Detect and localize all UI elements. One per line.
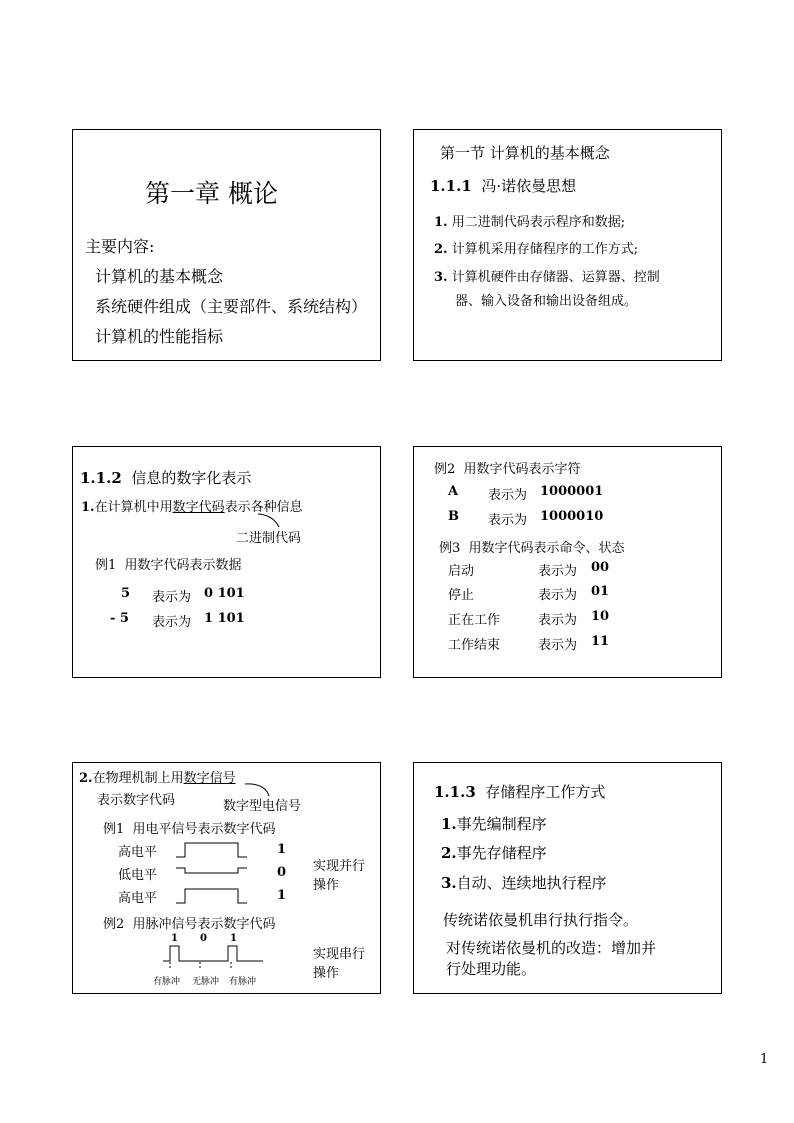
pulse-label: 无脉冲	[192, 977, 220, 987]
example-number: 例2	[434, 462, 456, 477]
serial-note-line1: 实现串行	[313, 947, 366, 962]
step-number: 3.	[441, 874, 457, 892]
note-parallel-improvement-line1: 对传统诺依曼机的改造：增加并	[446, 939, 657, 957]
step-number: 2.	[441, 844, 457, 862]
contents-heading: 主要内容:	[85, 237, 155, 256]
subsection-number: 1.1.2	[80, 469, 122, 487]
example-text: 用电平信号表示数字代码	[132, 822, 276, 837]
state-name: 工作结束	[448, 638, 501, 653]
point-2	[434, 238, 638, 257]
point-text: 用二进制代码表示程序和数据;	[451, 215, 626, 230]
represent-label: 表示为	[538, 564, 578, 579]
subsection-number: 1.1.3	[434, 783, 476, 801]
state-name: 正在工作	[448, 613, 501, 628]
pulse-bit: 1	[230, 933, 237, 944]
slide-digital-representation	[72, 446, 381, 678]
point-text-highlight: 数字代码	[172, 500, 225, 515]
level-bit: 1	[277, 888, 287, 903]
example-number: 例1	[95, 558, 117, 573]
pulse-bit: 1	[171, 933, 178, 944]
slide-von-neumann	[413, 129, 722, 361]
pulse-label: 有脉冲	[229, 977, 257, 987]
annotation-binary-code: 二进制代码	[236, 531, 302, 546]
code-b: 1000010	[540, 509, 604, 524]
code-positive: 0 101	[204, 586, 245, 601]
chapter-title: 第一章 概论	[145, 179, 278, 208]
step-text: 自动、连续地执行程序	[456, 874, 607, 892]
point-number: 2.	[434, 242, 448, 257]
char-a: A	[448, 484, 459, 499]
state-code: 10	[591, 609, 610, 624]
subsection-title	[434, 781, 605, 802]
example-number: 例3	[439, 541, 461, 556]
parallel-note-line2: 操作	[313, 878, 340, 893]
point-2-continued: 表示数字代码	[97, 793, 176, 808]
point-text-pre: 在物理机制上用	[92, 771, 184, 786]
represent-label: 表示为	[488, 488, 528, 503]
point-number: 1.	[434, 215, 448, 230]
example-1-heading	[95, 554, 242, 573]
code-a: 1000001	[540, 484, 604, 499]
state-name: 停止	[448, 588, 475, 603]
char-b: B	[448, 509, 459, 524]
code-negative: 1 101	[204, 611, 245, 626]
value-positive: 5	[121, 586, 131, 601]
example-text: 用脉冲信号表示数字代码	[132, 917, 276, 932]
represent-label: 表示为	[152, 590, 192, 605]
contents-item-1: 计算机的基本概念	[95, 267, 224, 286]
example-number: 例2	[103, 917, 125, 932]
example-text: 用数字代码表示命令、状态	[468, 541, 625, 556]
level-label: 低电平	[118, 868, 158, 883]
state-code: 11	[591, 634, 610, 649]
slide-stored-program	[413, 762, 722, 994]
pulse-bit: 0	[200, 933, 207, 944]
point-text-pre: 在计算机中用	[94, 500, 173, 515]
point-number: 2.	[79, 771, 93, 786]
note-serial-execution: 传统诺依曼机串行执行指令。	[443, 911, 639, 929]
example-3-heading	[439, 537, 625, 556]
step-2	[441, 842, 547, 863]
value-negative: - 5	[110, 611, 129, 626]
point-text-post: 表示各种信息	[224, 500, 303, 515]
point-text-highlight: 数字信号	[183, 771, 236, 786]
note-parallel-improvement-line2: 行处理功能。	[446, 960, 537, 978]
point-text: 计算机硬件由存储器、运算器、控制	[451, 270, 660, 285]
example-number: 例1	[103, 822, 125, 837]
state-code: 01	[591, 584, 610, 599]
level-label: 高电平	[118, 845, 158, 860]
point-1	[434, 211, 625, 230]
subsection-name: 信息的数字化表示	[131, 469, 252, 487]
subsection-number: 1.1.1	[430, 177, 472, 195]
parallel-note-line1: 实现并行	[313, 859, 366, 874]
state-name: 启动	[448, 564, 475, 579]
slide-chapter-overview	[72, 129, 381, 361]
contents-item-2: 系统硬件组成（主要部件、系统结构）	[95, 297, 368, 316]
point-3	[434, 266, 660, 285]
represent-label: 表示为	[538, 638, 578, 653]
point-text: 计算机采用存储程序的工作方式;	[451, 242, 639, 257]
step-text: 事先编制程序	[456, 815, 547, 833]
serial-note-line2: 操作	[313, 966, 340, 981]
section-title: 第一节 计算机的基本概念	[440, 144, 610, 162]
represent-label: 表示为	[488, 513, 528, 528]
point-number: 3.	[434, 270, 448, 285]
subsection-name: 存储程序工作方式	[485, 783, 606, 801]
represent-label: 表示为	[538, 588, 578, 603]
contents-item-3: 计算机的性能指标	[95, 327, 224, 346]
slide-character-and-state-codes	[413, 446, 722, 678]
state-code: 00	[591, 560, 610, 575]
slide-digital-signals	[72, 762, 381, 994]
page-number: 1	[760, 1052, 769, 1067]
level-bit: 1	[277, 842, 287, 857]
example-2-heading	[434, 458, 581, 477]
represent-label: 表示为	[152, 615, 192, 630]
level-label: 高电平	[118, 891, 158, 906]
point-3-continued: 器、输入设备和输出设备组成。	[455, 294, 638, 309]
step-text: 事先存储程序	[456, 844, 547, 862]
step-number: 1.	[441, 815, 457, 833]
subsection-title	[430, 175, 576, 196]
level-bit: 0	[277, 865, 287, 880]
pulse-label: 有脉冲	[153, 977, 181, 987]
example-text: 用数字代码表示数据	[124, 558, 242, 573]
example-text: 用数字代码表示字符	[463, 462, 581, 477]
step-1	[441, 813, 547, 834]
point-number: 1.	[81, 500, 95, 515]
represent-label: 表示为	[538, 613, 578, 628]
subsection-name: 冯·诺依曼思想	[481, 177, 577, 195]
step-3	[441, 872, 607, 893]
annotation-digital-signal: 数字型电信号	[223, 799, 302, 814]
